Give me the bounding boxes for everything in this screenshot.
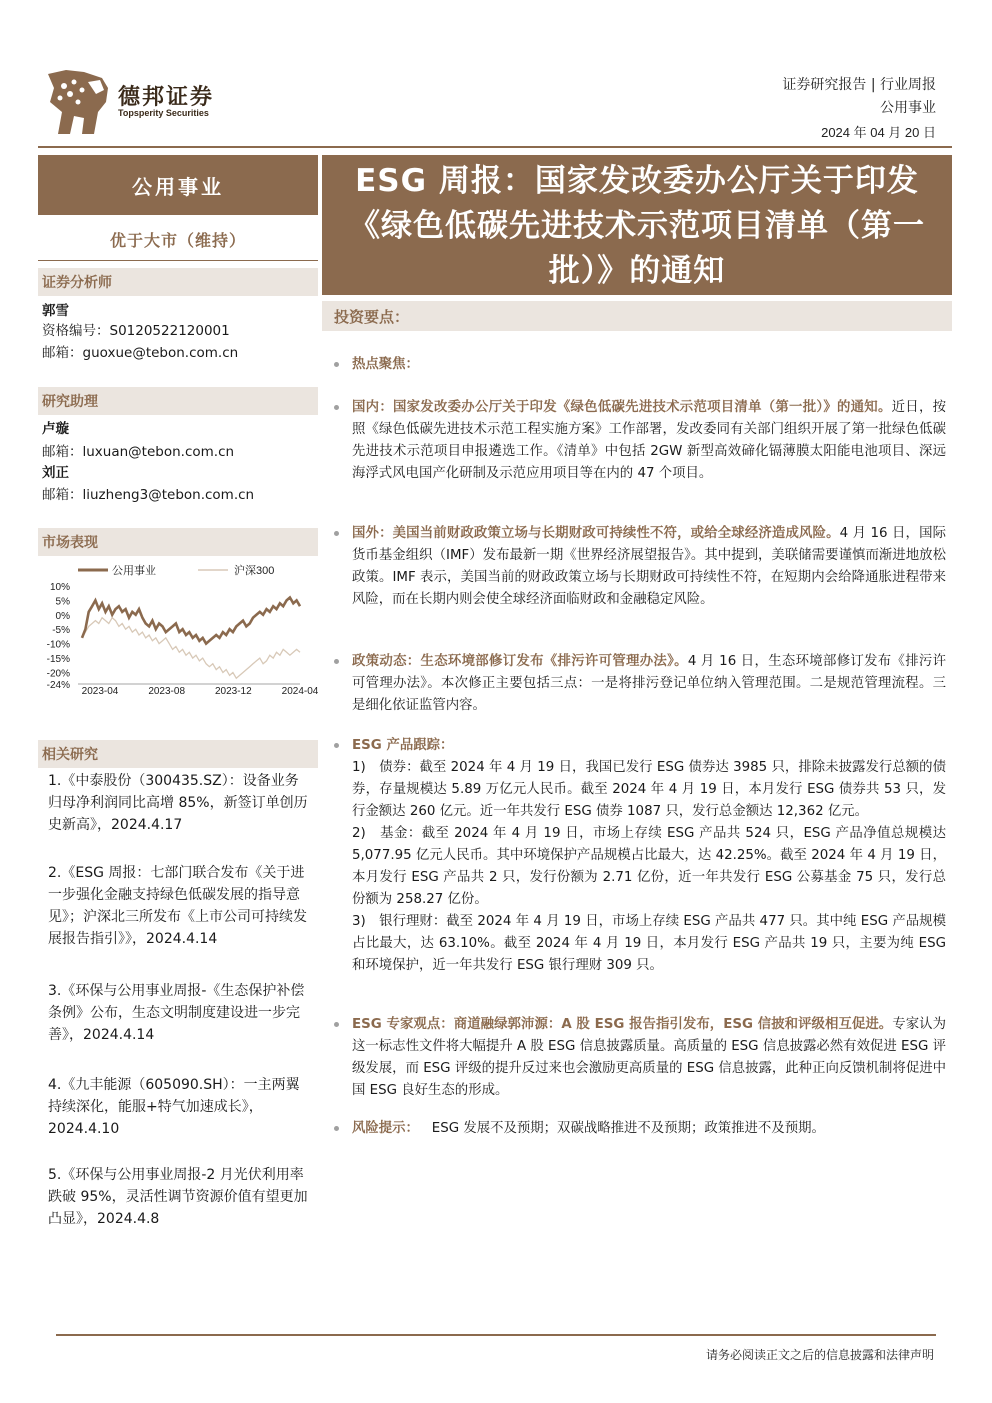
item-policy-label: 政策动态：生态环境部修订发布《排污许可管理办法》。: [352, 654, 688, 669]
related-report-1[interactable]: 1.《中泰股份（300435.SZ）：设备业务归母净利润同比高增 85%，新签订单创历史新高》，2024.4.17: [48, 773, 308, 833]
x-tick-label: 2023-04: [81, 686, 119, 697]
item-policy: [334, 651, 946, 717]
item-foreign: [334, 523, 946, 611]
x-tick-label: 2023-12: [214, 686, 252, 697]
y-tick-label: 10%: [49, 582, 70, 593]
related-report-2[interactable]: 2.《ESG 周报：七部门联合发布《关于进一步强化金融支持绿色低碳发展的指导意见》；沪深北三所发布《上市公司可持续发展报告指引》》，2024.4.14: [48, 865, 307, 947]
invest-heading: 投资要点：: [322, 301, 952, 331]
company-name-en: Topsperity Securities: [118, 108, 209, 118]
assistant2-name: 刘正: [42, 465, 69, 481]
item-risk: [334, 1118, 946, 1140]
rating: 优于大市（维持）: [109, 231, 246, 250]
related-report-4[interactable]: 4.《九丰能源（605090.SH）：一主两翼持续深化，能服+特气加速成长》，2024.4.10: [48, 1077, 300, 1137]
analyst-email[interactable]: 邮箱：guoxue@tebon.com.cn: [42, 345, 239, 361]
bullet-icon: [334, 362, 339, 367]
y-tick-label: 0%: [55, 610, 70, 622]
x-tick-label: 2024-04: [281, 686, 318, 697]
item-domestic-text: 近日，按照《绿色低碳先进技术示范工程实施方案》工作部署，发改委同有关部门组织开展了第一批绿色低碳先进技术示范项目申报遴选工作。《清单》中包括 2GW 新型高效碲化镉薄膜太阳能电池项目、深远海浮式风电国产化研制及示范应用项目等在内的 47 个项目。: [352, 400, 946, 481]
item-policy-text: 4 月 16 日，生态环境部修订发布《排污许可管理办法》。本次修正主要包括三点：一是将排污登记单位纳入管理范围。二是规范管理流程。三是细化依证监管内容。: [352, 654, 946, 713]
item-domestic: [334, 397, 946, 485]
bullet-icon: [334, 531, 339, 536]
y-tick-label: -10%: [46, 639, 70, 651]
report-type: 证券研究报告 | 行业周报: [782, 77, 936, 93]
y-tick-label: -24%: [46, 680, 70, 691]
x-tick-label: 2023-08: [148, 686, 186, 697]
report-title: ESG 周报：国家发改委办公厅关于印发《绿色低碳先进技术示范项目清单（第一批）》的通知: [322, 155, 952, 295]
assistant1-email[interactable]: 邮箱：luxuan@tebon.com.cn: [42, 444, 235, 460]
bullet-icon: [334, 405, 339, 410]
y-tick-label: -15%: [46, 654, 70, 666]
market-performance-chart: [38, 558, 318, 698]
esg-funds-text: 2) 基金：截至 2024 年 4 月 19 日，市场上存续 ESG 产品共 524 只，ESG 产品净值总规模达 5,077.95 亿元人民币。其中环境保护产品规模占比最大，达 42.25%。截至 2024 年 4 月 19 日，本月发行 ESG 产品共 2 只，发行份额为 2.71 亿份，近一年共发行 ESG 公募基金 75 只，发行总份额为 258.27 亿份。: [352, 826, 946, 907]
item-esg-products: [334, 735, 946, 977]
esg-wealth-text: 3) 银行理财：截至 2024 年 4 月 19 日，市场上存续 ESG 产品共 477 只。其中纯 ESG 产品规模占比最大，达 63.10%。截至 2024 年 4 月 19 日，本月发行 ESG 产品共 19 只，主要为纯 ESG 和环境保护，近一年共发行 ESG 银行理财 309 只。: [352, 914, 946, 973]
hot-topics-label: 热点聚焦：: [352, 357, 419, 372]
y-tick-label: -5%: [52, 625, 70, 637]
bullet-icon: [334, 1126, 339, 1131]
bullet-icon: [334, 659, 339, 664]
legend-label-utilities: 公用事业: [112, 565, 156, 577]
series-line-csi300: [82, 618, 300, 679]
report-date: 2024 年 04 月 20 日: [821, 125, 936, 140]
item-expert-label: ESG 专家观点：商道融绿郭沛源：A 股 ESG 报告指引发布，ESG 信披和评级相互促进。: [352, 1017, 893, 1032]
item-foreign-label: 国外：美国当前财政政策立场与长期财政可持续性不符，或给全球经济造成风险。: [352, 526, 840, 541]
hot-topics: [334, 354, 946, 376]
header-sector: 公用事业: [880, 100, 936, 116]
related-heading: 相关研究: [38, 740, 318, 768]
item-risk-text: ESG 发展不及预期；双碳战略推进不及预期；政策推进不及预期。: [431, 1121, 825, 1136]
footer-disclaimer[interactable]: 请务必阅读正文之后的信息披露和法律声明: [705, 1348, 934, 1362]
analyst-heading: 证券分析师: [38, 268, 318, 296]
related-report-5[interactable]: 5.《环保与公用事业周报-2 月光伏利用率跌破 95%，灵活性调节资源价值有望更加凸显》，2024.4.8: [48, 1167, 308, 1227]
footer-divider: [56, 1334, 936, 1336]
assistant2-email[interactable]: 邮箱：liuzheng3@tebon.com.cn: [42, 487, 255, 503]
y-tick-label: -20%: [46, 668, 70, 680]
item-risk-label: 风险提示：: [352, 1121, 419, 1136]
esg-bonds-text: 1) 债券：截至 2024 年 4 月 19 日，我国已发行 ESG 债券达 3985 只，排除未披露发行总额的债券，存量规模达 5.89 万亿元人民币。截至 2024 年 4 月 19 日，本月发行 ESG 债券共 53 只，发行金额达 260 亿元。近一年共发行 ESG 债券 1087 只，发行总金额达 12,362 亿元。: [352, 760, 946, 819]
company-logo: [44, 68, 114, 138]
analyst-name: 郭雪: [42, 303, 69, 319]
item-domestic-label: 国内：国家发改委办公厅关于印发《绿色低碳先进技术示范项目清单（第一批）》的通知。: [352, 400, 892, 415]
legend-label-csi300: 沪深300: [234, 565, 275, 577]
item-foreign-text: 4 月 16 日，国际货币基金组织（IMF）发布最新一期《世界经济展望报告》。其中提到，美联储需要谨慎而渐进地放松政策。IMF 表示，美国当前的财政政策立场与长期财政可持续性不符，在短期内会给降通胀进程带来风险，而在长期内则会使全球经济面临财政和金融稳定风险。: [352, 526, 947, 607]
item-expert-text: 专家认为这一标志性文件将大幅提升 A 股 ESG 信息披露质量。高质量的 ESG 信息披露必然有效促进 ESG 评级发展，而 ESG 评级的提升反过来也会激励更高质量的 ESG 信息披露，此种正向反馈机制将促进中国 ESG 良好生态的形成。: [352, 1017, 946, 1098]
analyst-cert: 资格编号：S0120522120001: [42, 323, 230, 339]
market-heading: 市场表现: [38, 528, 318, 556]
sector-badge: 公用事业: [38, 155, 318, 215]
bullet-icon: [334, 1022, 339, 1027]
company-name-cn: 德邦证券: [118, 85, 215, 110]
bullet-icon: [334, 743, 339, 748]
item-esg-products-label: ESG 产品跟踪：: [352, 738, 454, 753]
header-divider: [38, 146, 952, 148]
y-tick-label: 5%: [55, 596, 70, 608]
sidebar-divider: [38, 260, 318, 261]
assistant1-name: 卢璇: [42, 421, 69, 437]
related-report-3[interactable]: 3.《环保与公用事业周报-《生态保护补偿条例》公布，生态文明制度建设进一步完善》，2024.4.14: [48, 983, 305, 1043]
item-expert: [334, 1014, 946, 1102]
assistant-heading: 研究助理: [38, 387, 318, 415]
